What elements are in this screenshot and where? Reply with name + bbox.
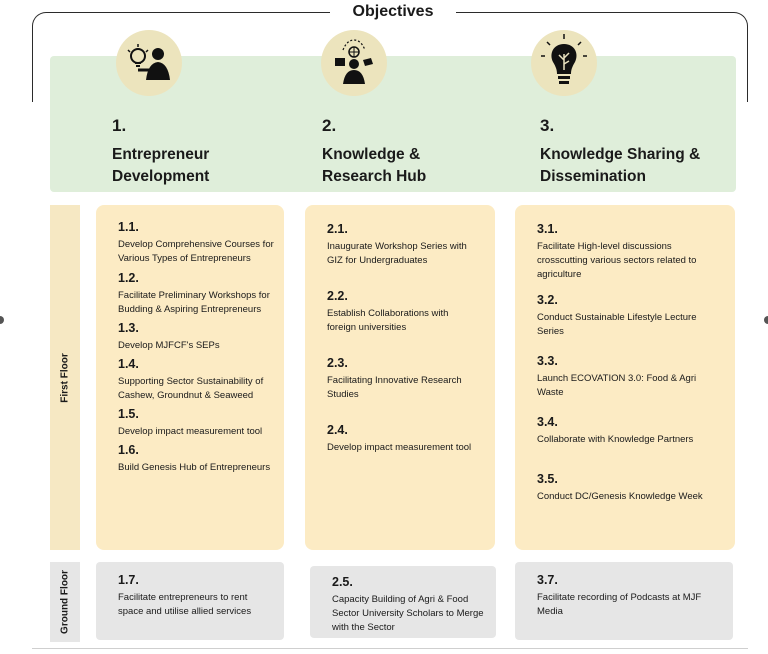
ground-floor-card-2 bbox=[310, 566, 496, 638]
item-number: 1.2. bbox=[118, 271, 139, 285]
list-item bbox=[118, 270, 274, 317]
item-text: Facilitating Innovative Research Studies bbox=[327, 375, 462, 400]
list-item bbox=[118, 219, 274, 266]
item-number: 3.5. bbox=[537, 472, 558, 486]
objective-3-number: 3. bbox=[540, 116, 555, 135]
item-text: Build Genesis Hub of Entrepreneurs bbox=[118, 462, 271, 473]
item-number: 1.1. bbox=[118, 220, 139, 234]
item-text: Develop MJFCF's SEPs bbox=[118, 340, 220, 351]
objective-2-name-line2: Research Hub bbox=[322, 168, 427, 185]
ground-floor-card-1 bbox=[96, 562, 284, 640]
list-item bbox=[118, 406, 274, 439]
first-floor-card-2 bbox=[305, 205, 495, 550]
list-item bbox=[537, 353, 717, 400]
item-text: Conduct DC/Genesis Knowledge Week bbox=[537, 491, 703, 502]
list-item bbox=[118, 356, 274, 403]
item-number: 1.6. bbox=[118, 443, 139, 457]
item-text: Capacity Building of Agri & Food Sector University Scholars to Merge with the Sector bbox=[332, 594, 484, 633]
item-number: 2.3. bbox=[327, 356, 348, 370]
objective-3-name-line1: Knowledge Sharing & bbox=[540, 146, 701, 163]
list-item bbox=[537, 221, 717, 282]
item-text: Facilitate entrepreneurs to rent space and utilise allied services bbox=[118, 592, 252, 617]
item-number: 1.5. bbox=[118, 407, 139, 421]
list-item bbox=[118, 442, 274, 475]
ground-floor-card-3 bbox=[515, 562, 733, 640]
lightbulb-tree-icon bbox=[531, 30, 597, 96]
first-floor-card-1 bbox=[96, 205, 284, 550]
first-floor-label: First Floor bbox=[59, 352, 71, 403]
objectives-band bbox=[50, 56, 736, 192]
item-text: Facilitate High-level discussions crosscutting various sectors related to agriculture bbox=[537, 241, 697, 280]
objective-2-number: 2. bbox=[322, 116, 337, 135]
item-text: Launch ECOVATION 3.0: Food & Agri Waste bbox=[537, 373, 697, 398]
person-globe-books-icon bbox=[321, 30, 387, 96]
item-number: 2.5. bbox=[332, 575, 353, 589]
objective-1-name-line2: Development bbox=[112, 168, 210, 185]
item-number: 3.4. bbox=[537, 415, 558, 429]
objective-2-name-line1: Knowledge & bbox=[322, 146, 421, 163]
left-edge-dot bbox=[0, 316, 4, 324]
item-number: 2.2. bbox=[327, 289, 348, 303]
item-number: 2.4. bbox=[327, 423, 348, 437]
objective-3-name-line2: Dissemination bbox=[540, 168, 646, 185]
ground-floor-label-bar bbox=[50, 562, 80, 642]
item-number: 1.4. bbox=[118, 357, 139, 371]
list-item bbox=[327, 355, 475, 402]
list-item bbox=[537, 414, 717, 447]
title-container bbox=[330, 0, 456, 24]
item-text: Conduct Sustainable Lifestyle Lecture Series bbox=[537, 312, 697, 337]
list-item bbox=[537, 471, 717, 504]
bottom-divider bbox=[32, 648, 748, 649]
item-number: 1.7. bbox=[118, 573, 139, 587]
item-text: Establish Collaborations with foreign universities bbox=[327, 308, 449, 333]
objective-1-name-line1: Entrepreneur bbox=[112, 146, 210, 163]
item-number: 3.1. bbox=[537, 222, 558, 236]
first-floor-card-3 bbox=[515, 205, 735, 550]
item-text: Facilitate Preliminary Workshops for Budding & Aspiring Entrepreneurs bbox=[118, 290, 270, 315]
list-item bbox=[327, 422, 475, 455]
list-item bbox=[118, 320, 274, 353]
objective-1-number: 1. bbox=[112, 116, 127, 135]
right-edge-dot bbox=[764, 316, 768, 324]
list-item bbox=[327, 288, 475, 335]
item-number: 3.3. bbox=[537, 354, 558, 368]
item-text: Develop impact measurement tool bbox=[327, 442, 472, 453]
first-floor-label-bar bbox=[50, 205, 80, 550]
ground-floor-label: Ground Floor bbox=[59, 570, 71, 634]
item-number: 2.1. bbox=[327, 222, 348, 236]
item-text: Develop Comprehensive Courses for Various Types of Entrepreneurs bbox=[118, 239, 274, 264]
item-text: Facilitate recording of Podcasts at MJF Media bbox=[537, 592, 702, 617]
person-lightbulb-icon bbox=[116, 30, 182, 96]
item-text: Inaugurate Workshop Series with GIZ for Undergraduates bbox=[327, 241, 467, 266]
item-number: 3.2. bbox=[537, 293, 558, 307]
item-number: 3.7. bbox=[537, 573, 558, 587]
item-text: Collaborate with Knowledge Partners bbox=[537, 434, 694, 445]
list-item bbox=[537, 292, 717, 339]
item-text: Supporting Sector Sustainability of Cashew, Groundnut & Seaweed bbox=[118, 376, 264, 401]
list-item bbox=[327, 221, 475, 268]
item-number: 1.3. bbox=[118, 321, 139, 335]
diagram-title: Objectives bbox=[352, 3, 434, 20]
item-text: Develop impact measurement tool bbox=[118, 426, 263, 437]
